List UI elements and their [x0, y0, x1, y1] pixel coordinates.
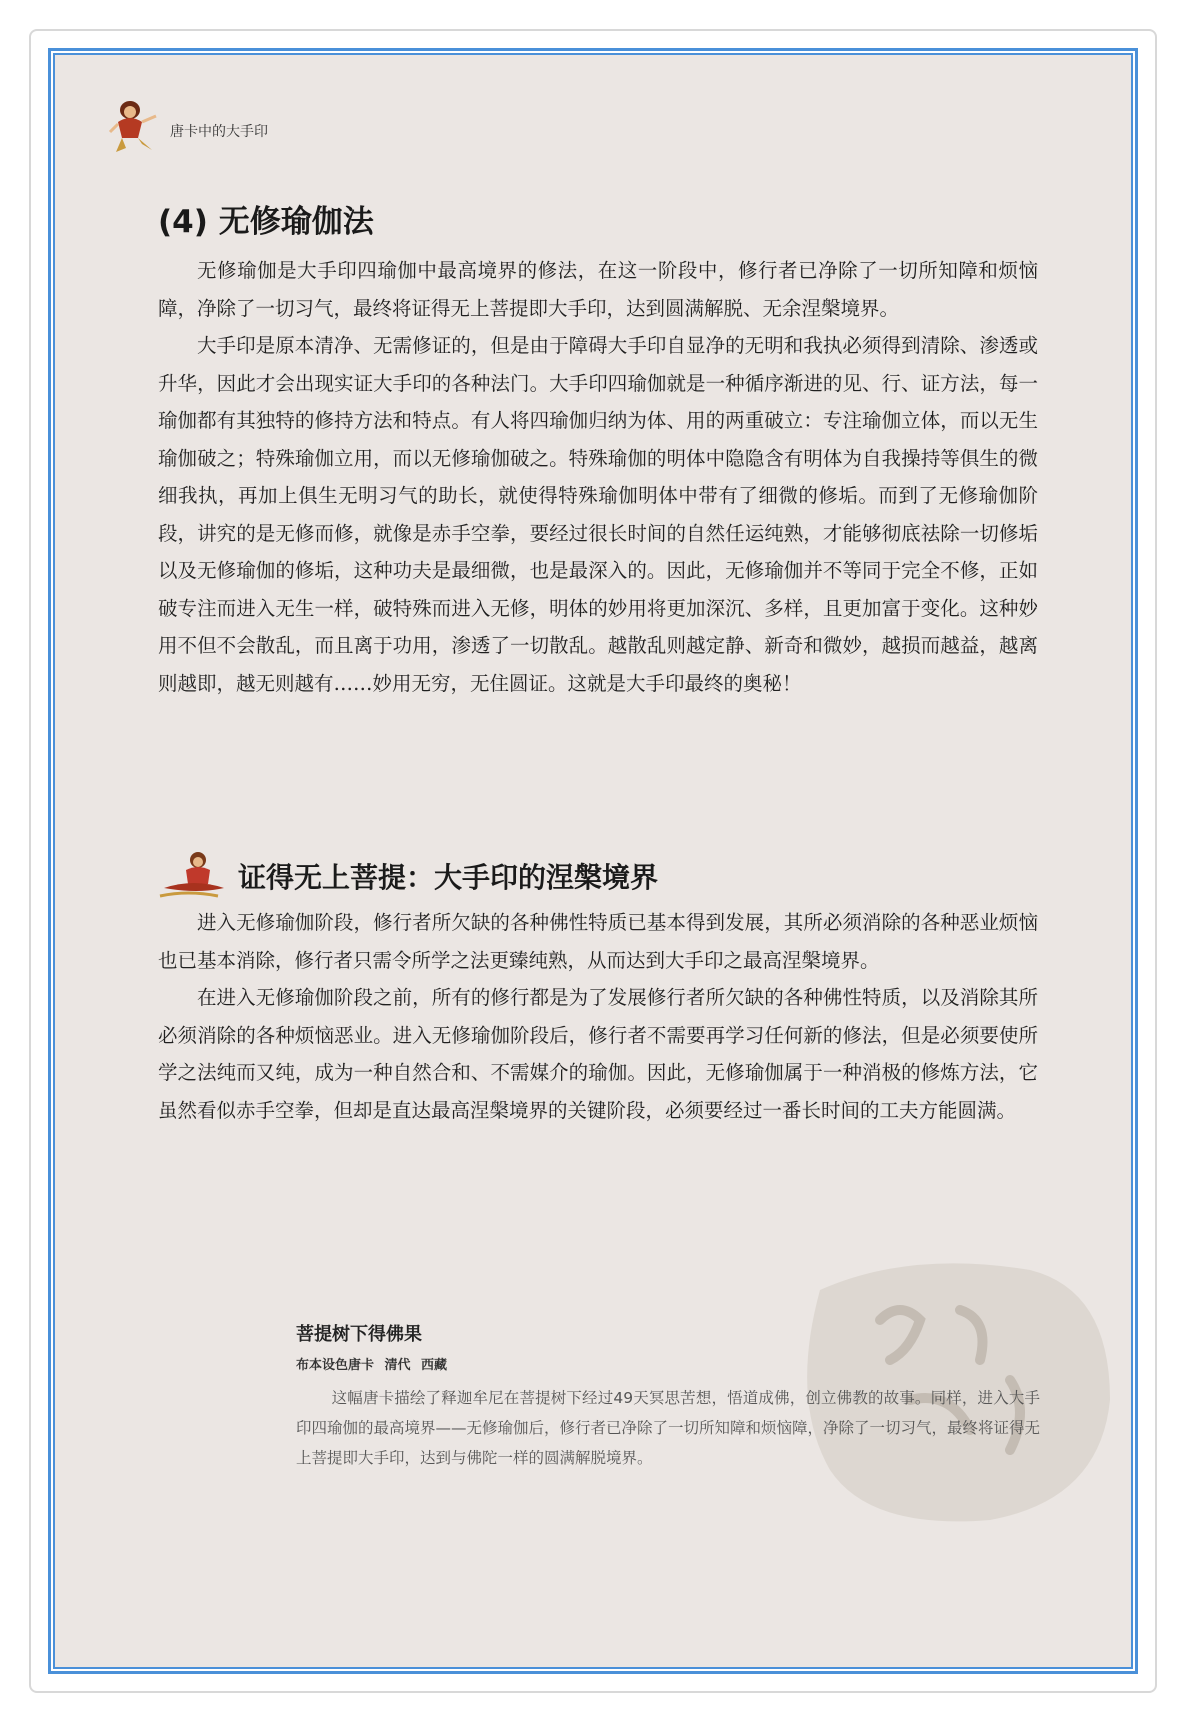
paragraph: 在进入无修瑜伽阶段之前，所有的修行都是为了发展修行者所欠缺的各种佛性特质，以及消除其所必须消除的各种烦恼恶业。进入无修瑜伽阶段后，修行者不需要再学习任何新的修法，但是必须要使所学之法纯而又纯，成为一种自然合和、不需媒介的瑜伽。因此，无修瑜伽属于一种消极的修炼方法，它虽然看似赤手空拳，但却是直达最高涅槃境界的关键阶段，必须要经过一番长时间的工夫方能圆满。 — [158, 986, 1038, 1122]
caption-text: 这幅唐卡描绘了释迦牟尼在菩提树下经过49天冥思苦想，悟道成佛，创立佛教的故事。同样，进入大手印四瑜伽的最高境界——无修瑜伽后，修行者已净除了一切所知障和烦恼障，净除了一切习气，最终将证得无上菩提即大手印，达到与佛陀一样的圆满解脱境界。 — [296, 1389, 1041, 1467]
running-header — [108, 98, 268, 154]
dancing-figure-icon — [108, 96, 162, 156]
figure-caption — [296, 1320, 1040, 1473]
paragraph: 无修瑜伽是大手印四瑜伽中最高境界的修法，在这一阶段中，修行者已净除了一切所知障和烦恼障，净除了一切习气，最终将证得无上菩提即大手印，达到圆满解脱、无余涅槃境界。 — [158, 259, 1038, 320]
caption-title: 菩提树下得佛果 — [296, 1324, 422, 1345]
subsection-heading — [158, 848, 658, 904]
subsection-body — [158, 904, 1038, 1129]
paragraph: 进入无修瑜伽阶段，修行者所欠缺的各种佛性特质已基本得到发展，其所必须消除的各种恶业烦恼也已基本消除，修行者只需令所学之法更臻纯熟，从而达到大手印之最高涅槃境界。 — [158, 911, 1038, 972]
section-heading: (4) 无修瑜伽法 — [158, 204, 374, 240]
paragraph: 大手印是原本清净、无需修证的，但是由于障碍大手印自显净的无明和我执必须得到清除、渗透或升华，因此才会出现实证大手印的各种法门。大手印四瑜伽就是一种循序渐进的见、行、证方法，每一瑜伽都有其独特的修持方法和特点。有人将四瑜伽归纳为体、用的两重破立：专注瑜伽立体，而以无生瑜伽破之；特殊瑜伽立用，而以无修瑜伽破之。特殊瑜伽的明体中隐隐含有明体为自我操持等俱生的微细我执，再加上俱生无明习气的助长，就使得特殊瑜伽明体中带有了细微的修垢。而到了无修瑜伽阶段，讲究的是无修而修，就像是赤手空拳，要经过很长时间的自然任运纯熟，才能够彻底祛除一切修垢以及无修瑜伽的修垢，这种功夫是最细微，也是最深入的。因此，无修瑜伽并不等同于完全不修，正如破专注而进入无生一样，破特殊而进入无修，明体的妙用将更加深沉、多样，且更加富于变化。这种妙用不但不会散乱，而且离于功用，渗透了一切散乱。越散乱则越定静、新奇和微妙，越损而越益，越离则越即，越无则越有……妙用无穷，无住圆证。这就是大手印最终的奥秘！ — [158, 334, 1038, 695]
caption-meta: 布本设色唐卡 清代 西藏 — [296, 1358, 448, 1373]
subsection-title: 证得无上菩提：大手印的涅槃境界 — [238, 861, 659, 894]
section-body — [158, 252, 1038, 702]
running-title: 唐卡中的大手印 — [170, 124, 268, 140]
seated-figure-icon — [158, 848, 228, 904]
